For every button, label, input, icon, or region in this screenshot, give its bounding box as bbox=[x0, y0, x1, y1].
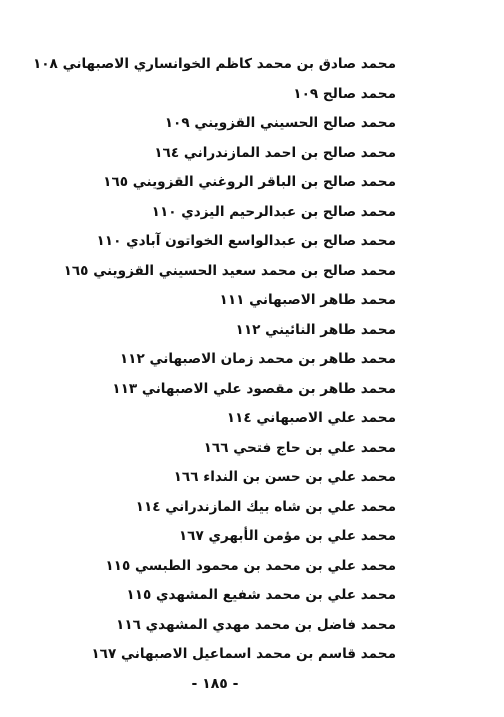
index-entry: محمد علي بن حاج فتحي ١٦٦ bbox=[203, 439, 396, 456]
index-entry: محمد علي بن محمد شفيع المشهدي ١١٥ bbox=[126, 587, 396, 603]
index-entry: محمد صالح بن الباقر الروغني القزويني ١٦٥ bbox=[103, 174, 396, 190]
index-entry: محمد طاهر بن محمد زمان الاصبهاني ١١٢ bbox=[119, 351, 396, 367]
page-number: - ١٨٥ - bbox=[191, 676, 239, 692]
index-entry: محمد علي بن حسن بن النداء ١٦٦ bbox=[173, 469, 396, 485]
index-entry: محمد طاهر بن مقصود علي الاصبهاني ١١٣ bbox=[112, 380, 396, 397]
index-entry: محمد علي بن شاه بيك المازندراني ١١٤ bbox=[135, 498, 396, 515]
index-entry: محمد علي بن مؤمن الأبهري ١٦٧ bbox=[178, 528, 396, 544]
index-entry: محمد علي الاصبهاني ١١٤ bbox=[226, 410, 396, 426]
index-entry: محمد طاهر النائيني ١١٢ bbox=[235, 321, 396, 338]
index-entry: محمد صادق بن محمد كاظم الخوانساري الاصبهاني ١٠٨ bbox=[32, 56, 396, 72]
index-entry: محمد صالح بن عبدالواسع الخواتون آبادي ١١٠ bbox=[96, 233, 396, 249]
index-entry: محمد صالح ١٠٩ bbox=[293, 85, 396, 102]
name-index-list bbox=[32, 50, 396, 670]
index-entry: محمد قاسم بن محمد اسماعيل الاصبهاني ١٦٧ bbox=[91, 646, 396, 662]
index-entry: محمد صالح الحسيني القزويني ١٠٩ bbox=[164, 115, 396, 131]
index-entry: محمد صالح بن محمد سعيد الحسيني القزويني ١٦٥ bbox=[63, 262, 396, 279]
index-entry: محمد طاهر الاصبهاني ١١١ bbox=[219, 292, 396, 308]
index-entry: محمد فاضل بن محمد مهدي المشهدي ١١٦ bbox=[116, 616, 396, 633]
index-entry: محمد علي بن محمد بن محمود الطبسي ١١٥ bbox=[105, 557, 396, 574]
index-entry: محمد صالح بن عبدالرحيم اليزدي ١١٠ bbox=[151, 203, 396, 220]
index-entry: محمد صالح بن احمد المازندراني ١٦٤ bbox=[154, 144, 396, 161]
